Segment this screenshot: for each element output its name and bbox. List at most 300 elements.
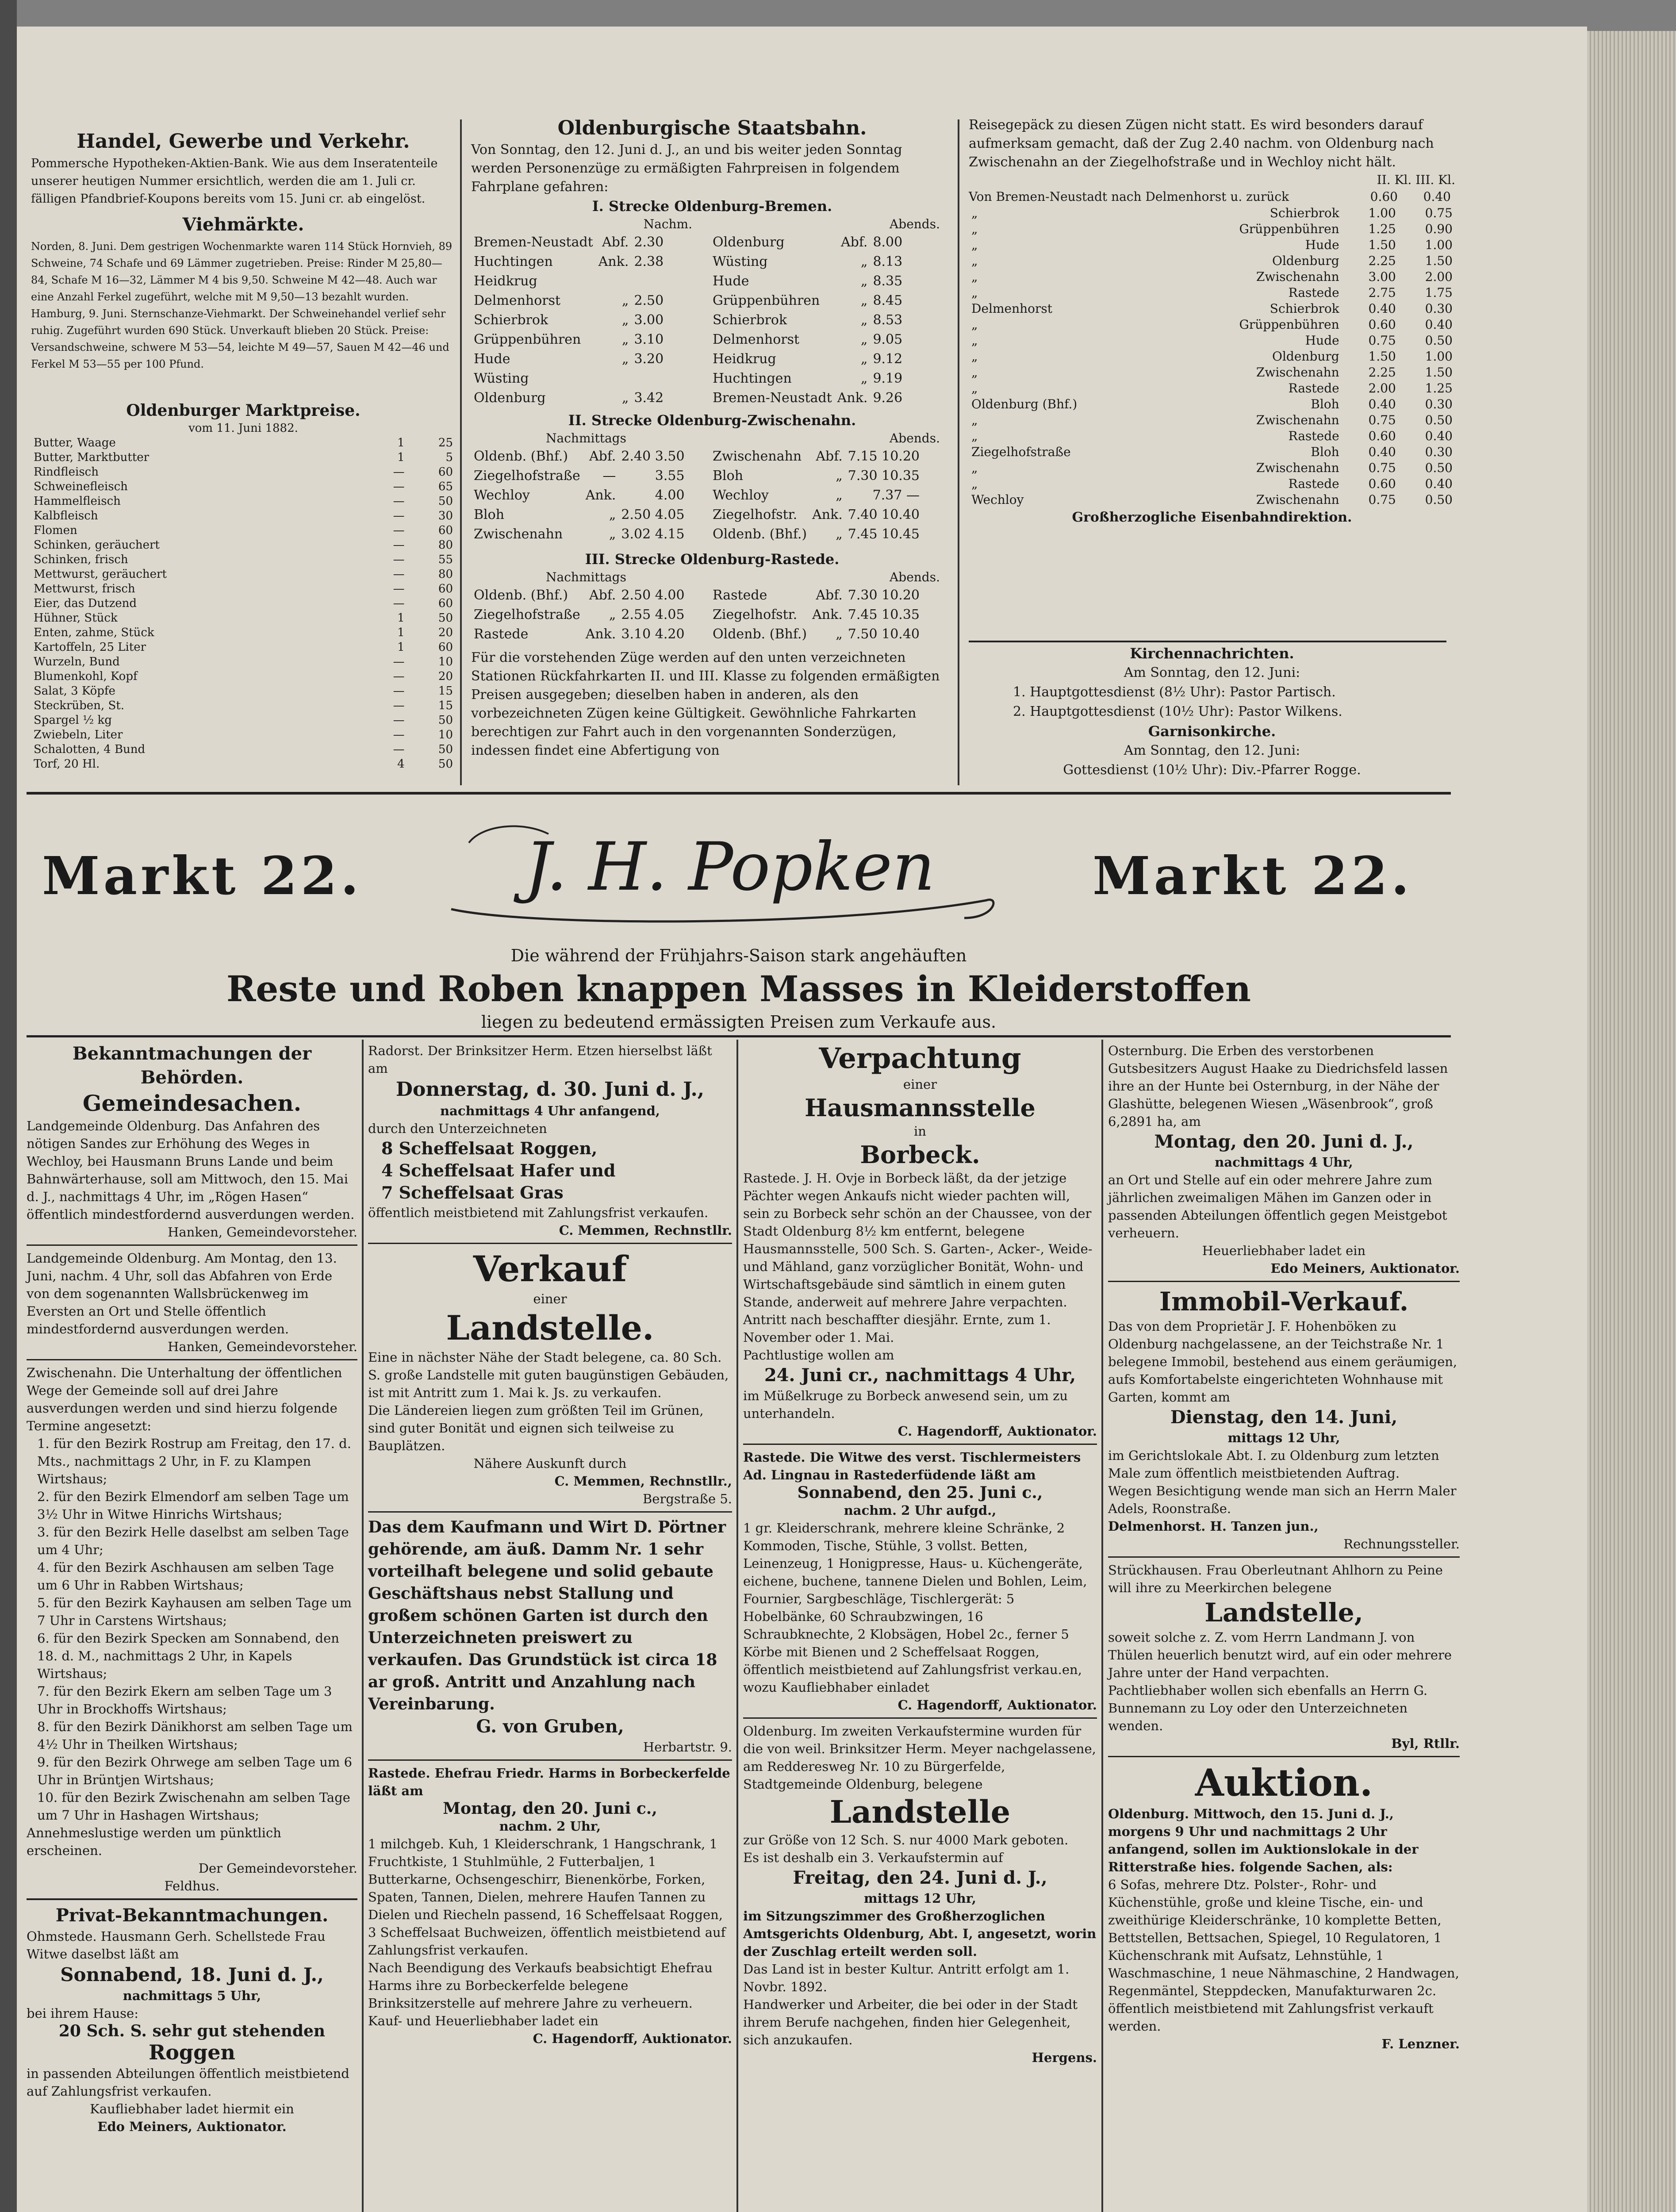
fahrplan-row (710, 605, 922, 625)
verkauf-einer: einer (533, 1291, 567, 1306)
fahrpreis-row-cell: Oldenburg (1272, 253, 1339, 268)
fahrplan-row (710, 330, 905, 349)
fahrpreis-row-cell: 0.50 (1425, 492, 1453, 507)
fahrpreis-row-cell: 0.40 (1368, 301, 1396, 316)
kirche-date: Am Sonntag, den 12. Juni: (1124, 665, 1300, 680)
fahrpreis-row-cell: Zwischenahn (1256, 413, 1339, 427)
fahrplan-row (710, 233, 905, 252)
strecke-2-right-table (710, 447, 922, 544)
marktpreis-row (31, 684, 456, 699)
ahlhorn-contact: Pachtliebhaber wollen sich ebenfalls an Herrn G. Bunnemann zu Loy oder den Unterzeichneten wenden. (1108, 1683, 1428, 1733)
fahrplan-row (471, 466, 687, 486)
fahrplan-row-cell: 8.00 (873, 234, 903, 250)
fahrplan-row-cell: Bremen-Neustadt (713, 390, 832, 406)
haake-date: Montag, den 20. Juni d. J., (1154, 1131, 1414, 1152)
fahrplan-row-cell: Grüppenbühren (713, 293, 820, 308)
fahrplan-row-cell: Bloh (713, 468, 744, 484)
verpachtung-in: in (914, 1124, 926, 1139)
fahrplan-row-cell: 9.12 (873, 351, 903, 367)
fahrplan-row-cell: „ (860, 293, 868, 308)
vieh-text: Norden, 8. Juni. Dem gestrigen Wochenmarkte waren 114 Stück Hornvieh, 89 Schweine, 74 Schafe und 69 Lämmer zugetrieben. Preise: Rinder M 25,80—84, Schafe M 16—32, Lämmer M 4 bis 9,50. Schweine M 42—48. Auch war eine Anzahl Ferkel zugeführt, welche mit M 9,50—13 bezahlt wurden. Hamburg, 9. Juni. Sternschanze-Viehmarkt. Der Schweinehandel verlief sehr ruhig. Zugeführt wurden 690 Stück. Unverkauft blieben 20 Stück. Preise: Versandschweine, schwere M 53—54, leichte M 49—57, Sauen M 42—46 und Ferkel M 53—55 per 100 Pfund. (31, 240, 453, 370)
ahlhorn-landstelle: Landstelle, (1204, 1598, 1363, 1628)
lingnau-items: 1 gr. Kleiderschrank, mehrere kleine Schränke, 2 Kommoden, Tische, Stühle, 3 vollst. Betten, Leinenzeug, 1 Honigpresse, Haus- u. Küchengeräte, eichene, buchene, tannene Dielen und Bohlen, Leim, Fournier, Sargbeschläge, Tischlergerät: 5 Hobelbänke, 60 Schraubzwingen, 16 Schraubknechte, 2 Klobsägen, Hobel 2c., ferner 5 Körbe mit Bienen und 2 Scheffelsaat Roggen, öffentlich meistbietend auf Zahlungsfrist verkau.en, wozu Kaufliebhaber einladet (743, 1521, 1087, 1695)
marktpreis-row-cell: — (393, 743, 405, 756)
fahrplan-row-cell: Schierbrok (713, 312, 787, 328)
fahrplan-row-cell: Huchtingen (474, 254, 553, 269)
fahrplan-row-cell: 2.30 (634, 234, 664, 250)
garnison-title: Garnisonkirche. (1148, 723, 1276, 740)
strecke-2-title: II. Strecke Oldenburg-Zwischenahn. (568, 412, 856, 429)
fahrpreise-intro: Reisegepäck zu diesen Zügen nicht statt. Es wird besonders darauf aufmerksam gemacht, daß der Zug 2.40 nachm. von Oldenburg nach Zwischenahn an der Ziegelhofstraße und in Wechloy nicht hält. (969, 117, 1434, 170)
fahrplan-row-cell: 3.42 (634, 390, 664, 406)
staatsbahn-intro: Von Sonntag, den 12. Juni d. J., an und bis weiter jeden Sonntag werden Personenzüge zu ermäßigten Fahrpreisen in folgendem Fahrplane gefahren: (471, 142, 902, 195)
marktpreis-row-cell: Torf, 20 Hl. (34, 757, 100, 771)
marktpreis-row (31, 626, 456, 640)
fahrpreis-row-cell: Schierbrok (1269, 206, 1339, 220)
fahrpreis-row (969, 237, 1455, 253)
fahrplan-row-cell: „ (609, 507, 616, 522)
fahrplan-row-cell: 2.50 4.05 (621, 507, 685, 522)
fahrplan-row-cell: „ (836, 488, 843, 503)
gruben-address: Herbartstr. 9. (643, 1740, 732, 1755)
marktpreis-row-cell: 5 (445, 451, 453, 464)
verkauf-sign: C. Memmen, Rechnstllr., (554, 1474, 732, 1489)
lingnau-intro: Rastede. Die Witwe des verst. Tischlermeisters Ad. Lingnau in Rastederfüdende läßt am (743, 1450, 1081, 1482)
column-rule (460, 119, 462, 785)
book-binding-edge (0, 0, 17, 2212)
privat-date: Sonnabend, 18. Juni d. J., (60, 1964, 324, 1985)
marktpreis-row-cell: Schinken, geräuchert (34, 538, 160, 552)
fahrpreis-row-cell: „ (971, 413, 978, 427)
verpachtung-hausmannsstelle: Hausmannsstelle (805, 1094, 1036, 1122)
fahrpreis-row-cell: 0.75 (1368, 492, 1396, 507)
fahrplan-row-cell: 7.30 10.20 (848, 588, 920, 603)
markt-22-right: Markt 22. (1093, 845, 1413, 906)
marktpreis-row-cell: Schinken, frisch (34, 553, 128, 566)
marktpreis-row (31, 582, 456, 596)
kirche-title: Kirchennachrichten. (1130, 645, 1294, 662)
fahrplan-row (471, 330, 666, 349)
column-rule (958, 119, 959, 785)
fahrpreis-row-cell: 1.50 (1425, 253, 1453, 268)
immobil-sign-place: Delmenhorst. (1108, 1519, 1206, 1534)
fahrplan-row-cell: 7.37 — (872, 488, 920, 503)
fahrplan-row (710, 505, 922, 525)
column-1 (27, 1042, 357, 2212)
fahrplan-row-cell: 9.05 (873, 332, 903, 347)
marktpreis-row-cell: 60 (438, 597, 453, 610)
fahrplan-row-cell: „ (621, 293, 629, 308)
harms-intro: Rastede. Ehefrau Friedr. Harms in Borbeckerfelde läßt am (368, 1766, 730, 1798)
fahrplan-row (471, 369, 666, 388)
marktpreise-date: vom 11. Juni 1882. (188, 422, 298, 435)
marktpreis-row-cell: Hammelfleisch (34, 495, 121, 508)
marktpreis-row-cell: Wurzeln, Bund (34, 655, 120, 668)
marktpreis-row-cell: Butter, Waage (34, 436, 116, 449)
marktpreis-row-cell: 50 (438, 757, 453, 771)
list-item: 5. für den Bezirk Kayhausen am selben Tage um 7 Uhr in Carstens Wirtshaus; (37, 1595, 352, 1628)
fahrplan-row-cell: 9.19 (873, 371, 903, 386)
marktpreis-row-cell: 25 (438, 436, 453, 449)
fahrpreis-row-cell: 0.50 (1425, 333, 1453, 348)
fahrplan-row-cell: „ (860, 273, 868, 289)
marktpreis-row (31, 742, 456, 757)
list-item: 8. für den Bezirk Dänikhorst am selben Tage um 4½ Uhr in Theilken Wirtshaus; (37, 1719, 353, 1752)
fahrpreis-row (969, 253, 1455, 269)
fahrpreis-row-cell: „ (971, 333, 978, 348)
fahrplan-row-cell: Grüppenbühren (474, 332, 581, 347)
fahrplan-row (471, 525, 687, 544)
fahrpreis-row-cell: Rastede (1288, 429, 1339, 443)
fahrplan-row-cell: 2.38 (634, 254, 664, 269)
fahrplan-row-cell: Oldenb. (Bhf.) (713, 626, 807, 642)
marktpreis-row-cell: Kalbfleisch (34, 509, 98, 522)
notice-wechloy-sign: Hanken, Gemeindevorsteher. (168, 1225, 357, 1240)
marktpreis-row-cell: Mettwurst, geräuchert (34, 568, 167, 581)
fahrplan-row (471, 233, 666, 252)
notice-eversten-sign: Hanken, Gemeindevorsteher. (168, 1339, 357, 1354)
fahrpreise-table (969, 205, 1455, 508)
fahrplan-row-cell: „ (609, 526, 616, 542)
fahrpreis-row-cell: 2.00 (1368, 381, 1396, 396)
lingnau-date: Sonnabend, den 25. Juni c., (797, 1483, 1043, 1502)
fahrpreis-row-cell: Grüppenbühren (1239, 317, 1339, 332)
fahrplan-row-cell: 3.10 (634, 332, 664, 347)
fahrpreis-row-cell: Schierbrok (1269, 301, 1339, 316)
verpachtung-borbeck: Borbeck. (860, 1141, 980, 1169)
fahrplan-row-cell: 8.13 (873, 254, 903, 269)
fahrplan-row-cell: Huchtingen (713, 371, 792, 386)
fahrpreis-row (969, 460, 1455, 476)
fahrpreis-row-cell: „ (971, 317, 978, 332)
marktpreis-row-cell: — (393, 655, 405, 668)
column-rule (1101, 1040, 1103, 2212)
fahrpreis-row-cell: „ (971, 253, 978, 268)
fahrplan-row-cell: 2.40 3.50 (621, 449, 685, 464)
meyer-landstelle: Landstelle (829, 1793, 1011, 1830)
fahrpreis-row-cell: „ (971, 365, 978, 380)
radorst-time: nachmittags 4 Uhr anfangend, (440, 1103, 660, 1118)
fahrplan-row (710, 252, 905, 272)
fahrpreis-row (969, 269, 1455, 285)
fahrplan-row-cell: „ (860, 254, 868, 269)
list-item: 4 Scheffelsaat Hafer und (381, 1160, 616, 1180)
notice-wechloy: Landgemeinde Oldenburg. Das Anfahren des nötigen Sandes zur Erhöhung des Weges in Wechloy, bei Hausmann Bruns Lande und beim Bahnwärterhause, soll am Mittwoch, den 15. Mai d. J., nachmittags 4 Uhr, im „Rögen Hasen“ öffentlich mindestfordernd ausverdungen werden. (27, 1118, 355, 1222)
marktpreis-row-cell: Schalotten, 4 Bund (34, 743, 146, 756)
strecke-3-right-table (710, 586, 922, 644)
strecke-3-abends: Abends. (890, 570, 940, 584)
fahrplan-row (710, 311, 905, 330)
fahrpreis-row-cell: 2.25 (1368, 365, 1396, 380)
marktpreis-row-cell: 80 (438, 568, 453, 581)
strecke-2-nachm: Nachmittags (546, 431, 626, 445)
marktpreis-row-cell: 10 (438, 655, 453, 668)
fahrplan-row (710, 625, 922, 644)
marktpreis-row-cell: — (393, 538, 405, 552)
fahrpreis-row-cell: 1.25 (1425, 381, 1453, 396)
marktpreis-row-cell: 50 (438, 714, 453, 727)
fahrplan-row-cell: Oldenburg (713, 234, 785, 250)
haake-text: Osternburg. Die Erben des verstorbenen Gutsbesitzers August Haake zu Diedrichsfeld lassen ihre an der Hunte bei Osternburg, in der Nähe der Glashütte, belegenen Wiesen „Wäsenbrook“, groß 6,2891 ha, am (1108, 1043, 1448, 1129)
fahrpreis-row-cell: 1.50 (1368, 349, 1396, 364)
fahrplan-row-cell: Heidkrug (713, 351, 776, 367)
staatsbahn-section (471, 116, 953, 795)
fahrpreis-row-cell: „ (971, 269, 978, 284)
fahrplan-row-cell: Abf. (602, 234, 629, 250)
fahrpreis-row-cell: „ (971, 238, 978, 252)
fahrplan-row-cell: Oldenb. (Bhf.) (474, 449, 568, 464)
fahrpreis-row (969, 285, 1455, 301)
marktpreis-row (31, 728, 456, 742)
fahrplan-row-cell: Zwischenahn (713, 449, 802, 464)
fahrpreis-row-cell: „ (971, 461, 978, 475)
fahrplan-row (710, 486, 922, 505)
gemeindesachen-title: Gemeindesachen. (82, 1090, 302, 1116)
list-item: 1. für den Bezirk Rostrup am Freitag, den 17. d. Mts., nachmittags 2 Uhr, in F. zu Klampen Wirtshaus; (37, 1436, 351, 1486)
list-item: 8 Scheffelsaat Roggen, (381, 1138, 598, 1158)
fahrplan-row (471, 388, 666, 408)
fahrpreis-row-cell: 0.75 (1425, 206, 1453, 220)
fahrplan-row (471, 586, 687, 605)
auktion-title: Auktion. (1195, 1761, 1373, 1805)
harms-time: nachm. 2 Uhr, (499, 1819, 601, 1834)
marktpreis-row-cell: 60 (438, 465, 453, 479)
fahrplan-row-cell: Hude (474, 351, 510, 367)
fahrpreis-row-cell: Oldenburg (1272, 349, 1339, 364)
fahrpreis-row-cell: 1.75 (1425, 285, 1453, 300)
harms-sign: C. Hagendorff, Auktionator. (533, 2031, 732, 2046)
fahrplan-row-cell: 2.55 4.05 (621, 607, 685, 622)
fahrplan-row-cell (631, 272, 666, 291)
fahrplan-row (471, 311, 666, 330)
marktpreis-row-cell: 60 (438, 524, 453, 537)
immobil-details: im Gerichtslokale Abt. I. zu Oldenburg zum letzten Male zum öffentlich meistbietenden Auftrag. (1108, 1448, 1439, 1481)
fahrpreis-row-cell: Bloh (1311, 445, 1339, 459)
fahrplan-row-cell: 3.10 4.20 (621, 626, 685, 642)
marktpreis-row-cell: — (393, 714, 405, 727)
fahrplan-row-cell: 8.53 (873, 312, 903, 328)
fahrplan-row-cell: Oldenb. (Bhf.) (474, 588, 568, 603)
marktpreis-row-cell: — (393, 670, 405, 683)
fahrpreis-row-cell: Hude (1305, 333, 1339, 348)
fahrpreis-row-cell: 0.60 (1368, 317, 1396, 332)
fahrplan-row-cell: Ank. (598, 254, 629, 269)
column-2 (368, 1042, 732, 2212)
preise-von: Von Bremen-Neustadt nach Delmenhorst u. zurück (969, 189, 1289, 204)
marktpreis-row (31, 669, 456, 684)
verpachtung-text: Rastede. J. H. Ovje in Borbeck läßt, da der jetzige Pächter wegen Ankaufs nicht wieder pachten will, sein zu Borbeck sehr schön an der Chaussee, von der Stadt Oldenburg 8½ km entfernt, belegene Hausmannsstelle, 500 Sch. S. Garten-, Acker-, Weide- und Mähland, ganz vorzüglicher Bonität, Wohn- und Wirtschaftsgebäude sind sämtlich in einem guten Stande, anderweit auf mehrere Jahre verpachten. Antritt nach beschaffter diesjähr. Ernte, zum 1. November oder 1. Mai. (743, 1171, 1093, 1345)
fahrplan-row-cell: Bloh (474, 507, 505, 522)
section-rule (27, 1035, 1451, 1037)
fahrplan-row-cell: 7.40 10.40 (848, 507, 920, 522)
fahrplan-row-cell (631, 369, 666, 388)
fahrpreis-row-cell: 0.40 (1368, 397, 1396, 411)
fahrpreis-row-cell: Zwischenahn (1256, 492, 1339, 507)
marktpreis-row (31, 567, 456, 582)
fahrplan-row-cell: „ (621, 351, 629, 367)
fahrplan-row-cell: Ank. (837, 390, 868, 406)
fahrpreis-row (969, 205, 1455, 221)
fahrplan-row-cell: 3.55 (655, 468, 685, 484)
immobil-time: mittags 12 Uhr, (1227, 1430, 1340, 1445)
fahrpreis-row (969, 396, 1455, 412)
marktpreis-row (31, 523, 456, 538)
fahrplan-row-cell: 8.45 (873, 293, 903, 308)
marktpreis-row-cell: 15 (438, 684, 453, 698)
marktpreis-row-cell: 20 (438, 670, 453, 683)
fahrpreis-row (969, 333, 1455, 349)
meyer-date: Freitag, den 24. Juni d. J., (793, 1867, 1047, 1888)
ahlhorn-text: Strückhausen. Frau Oberleutnant Ahlhorn zu Peine will ihre zu Meerkirchen belegene (1108, 1563, 1443, 1595)
radorst-text: öffentlich meistbietend mit Zahlungsfrist verkaufen. (368, 1205, 709, 1220)
fahrpreis-row-cell: „ (971, 285, 978, 300)
meyer-text: Oldenburg. Im zweiten Verkaufstermine wurden für die von weil. Brinksitzer Herm. Meyer nachgelassene, am Redderesweg Nr. 10 zu Bürgerfelde, Stadtgemeinde Oldenburg, belegene (743, 1724, 1096, 1792)
immobil-title: Immobil-Verkauf. (1159, 1286, 1409, 1317)
harms-date: Montag, den 20. Juni c., (443, 1799, 657, 1818)
rule (969, 641, 1446, 642)
strecke-1-nachm: Nachm. (643, 217, 692, 231)
fahrpreis-row-cell: 0.60 (1368, 429, 1396, 443)
privat-intro: Ohmstede. Hausmann Gerh. Schellstede Frau Witwe daselbst läßt am (27, 1929, 326, 1962)
fahrplan-row-cell: 3.20 (634, 351, 664, 367)
fahrpreis-row (969, 380, 1455, 396)
list-item: 7 Scheffelsaat Gras (381, 1183, 564, 1202)
verpachtung-place: im Müßelkruge zu Borbeck anwesend sein, um zu unterhandeln. (743, 1388, 1068, 1421)
fahrplan-row-cell: 7.45 10.35 (848, 607, 920, 622)
marktpreis-row (31, 509, 456, 523)
fahrplan-row (471, 625, 687, 644)
fahrplan-row-cell: Bremen-Neustadt (474, 234, 593, 250)
list-item: 7. für den Bezirk Ekern am selben Tage um 3 Uhr in Brockhoffs Wirtshaus; (37, 1684, 332, 1717)
page-stack-edge (1587, 31, 1676, 2212)
harms-text: Nach Beendigung des Verkaufs beabsichtigt Ehefrau Harms ihre zu Borbeckerfelde belegene Brinksitzerstelle auf mehrere Jahre zu verheuern. (368, 1960, 713, 2011)
klasse-header: II. Kl. III. Kl. (1377, 173, 1455, 187)
behoerden-title: Bekanntmachungen der Behörden. (72, 1043, 312, 1088)
fahrpreis-row-cell: 0.90 (1425, 222, 1453, 236)
fahrplan-row-cell: Ank. (585, 626, 616, 642)
verkauf-sign-address: Bergstraße 5. (642, 1491, 732, 1506)
fahrplan-row-cell: Oldenburg (474, 390, 546, 406)
strecke-1-title: I. Strecke Oldenburg-Bremen. (592, 198, 832, 215)
marktpreis-row-cell: Zwiebeln, Liter (34, 728, 123, 741)
column-rule (736, 1040, 738, 2212)
fahrpreis-row-cell: Bloh (1311, 397, 1339, 411)
marktpreis-row-cell: 55 (438, 553, 453, 566)
verpachtung-pachtlustige: Pachtlustige wollen am (743, 1348, 894, 1363)
marktpreis-row-cell: — (393, 465, 405, 479)
radorst-intro: Radorst. Der Brinksitzer Herm. Etzen hierselbst läßt am (368, 1043, 712, 1076)
garnison-line: Gottesdienst (10½ Uhr): Div.-Pfarrer Rogge. (1063, 762, 1361, 778)
marktpreis-row-cell: Flomen (34, 524, 77, 537)
verkauf-text-2: Die Ländereien liegen zum größten Teil im Grünen, sind guter Bonität und eignen sich teilweise zu Bauplätzen. (368, 1403, 704, 1453)
fahrpreis-row-cell: Rastede (1288, 476, 1339, 491)
marktpreis-row-cell: Blumenkohl, Kopf (34, 670, 138, 683)
vieh-title: Viehmärkte. (182, 214, 304, 235)
marktpreis-row-cell: Hühner, Stück (34, 611, 118, 625)
marktpreis-row-cell: Enten, zahme, Stück (34, 626, 154, 639)
immobil-text: Das von dem Proprietär J. F. Hohenböken zu Oldenburg nachgelassene, an der Teichstraße Nr. 1 belegene Immobil, bestehend aus einem geräumigen, aufs Komfortabelste eingerichteten Wohnhause mit Garten, kommt am (1108, 1319, 1457, 1405)
marktpreis-row (31, 450, 456, 465)
fahrpreis-row-cell: Oldenburg (Bhf.) (971, 397, 1078, 411)
fahrplan-row-cell: 7.45 10.45 (848, 526, 920, 542)
fahrplan-row-cell: Abf. (589, 588, 616, 603)
list-item: 9. für den Bezirk Ohrwege am selben Tage um 6 Uhr in Brüntjen Wirtshaus; (37, 1755, 353, 1787)
fahrplan-row-cell: Zwischenahn (474, 526, 563, 542)
fahrplan-row (710, 525, 922, 544)
handel-text: Pommersche Hypotheken-Aktien-Bank. Wie aus dem Inseratenteile unserer heutigen Nummer ersichtlich, werden die am 1. Juli cr. fälligen Pfandbrief-Koupons bereits vom 15. Juni cr. ab eingelöst. (31, 157, 438, 206)
fahrplan-row (710, 369, 905, 388)
verpachtung-title: Verpachtung (819, 1042, 1021, 1075)
meyer-termin: Es ist deshalb ein 3. Verkaufstermin auf (743, 1850, 1003, 1865)
marktpreis-row-cell: Spargel ½ kg (34, 714, 112, 727)
marktpreis-row-cell: 50 (438, 743, 453, 756)
privat-sign: Edo Meiners, Auktionator. (97, 2119, 287, 2134)
marktpreis-row (31, 640, 456, 655)
marktpreis-row-cell: 50 (438, 495, 453, 508)
radorst-items (368, 1137, 732, 1204)
fahrplan-row-cell: Rastede (474, 626, 529, 642)
fahrplan-row (710, 349, 905, 369)
privat-roggen: Roggen (149, 2040, 235, 2064)
auktion-sign: F. Lenzner. (1381, 2036, 1460, 2051)
fahrpreis-row-cell: „ (971, 476, 978, 491)
haake-invite: Heuerliebhaber ladet ein (1202, 1243, 1366, 1258)
fahrpreis-row-cell: Hude (1305, 238, 1339, 252)
fahrplan-row-cell: 4.00 (655, 488, 685, 503)
immobil-besichtigung: Wegen Besichtigung wende man sich an Herrn Maler Adels, Roonstraße. (1108, 1483, 1457, 1516)
popken-name: J. H. Popken (525, 829, 935, 906)
fahrpreise-section (969, 116, 1455, 642)
strecke-3-left-table (471, 586, 687, 644)
staatsbahn-title: Oldenburgische Staatsbahn. (557, 117, 867, 139)
haake-time: nachmittags 4 Uhr, (1215, 1155, 1353, 1170)
fahrplan-row-cell (596, 369, 632, 388)
strecke-2-abends: Abends. (890, 431, 940, 445)
fahrplan-row (710, 272, 905, 291)
fahrplan-row-cell: Wüsting (474, 371, 529, 386)
fahrplan-row-cell: Schierbrok (474, 312, 548, 328)
marktpreis-row-cell: Schweinefleisch (34, 480, 128, 493)
marktpreis-row-cell: — (393, 699, 405, 712)
fahrpreis-row-cell: „ (971, 429, 978, 443)
fahrplan-row-cell: Rastede (713, 588, 767, 603)
fahrpreis-row-cell: Zwischenahn (1256, 461, 1339, 475)
list-item: 10. für den Bezirk Zwischenahn am selben Tage um 7 Uhr in Hashagen Wirtshaus; (37, 1790, 350, 1823)
fahrpreis-row-cell: 0.30 (1425, 301, 1453, 316)
fahrpreis-row-cell: 0.40 (1425, 429, 1453, 443)
fahrplan-row-cell: 3.00 (634, 312, 664, 328)
fahrpreis-row-cell: Grüppenbühren (1239, 222, 1339, 236)
fahrpreis-row-cell: Ziegelhofstraße (971, 445, 1071, 459)
marktpreis-row-cell: 30 (438, 509, 453, 522)
fahrpreis-row-cell: 0.40 (1425, 476, 1453, 491)
marktpreise-section (31, 400, 456, 799)
fahrplan-row (471, 252, 666, 272)
fahrpreis-row (969, 428, 1455, 444)
garnison-date: Am Sonntag, den 12. Juni: (1124, 743, 1300, 758)
fahrplan-row (710, 291, 905, 311)
fahrplan-row-cell: „ (836, 526, 843, 542)
fahrpreis-row-cell: Zwischenahn (1256, 365, 1339, 380)
fahrpreis-row-cell: 2.25 (1368, 253, 1396, 268)
lingnau-sign: C. Hagendorff, Auktionator. (897, 1697, 1097, 1713)
fahrplan-row-cell: „ (860, 332, 868, 347)
fahrplan-row-cell: Hude (713, 273, 749, 289)
fahrplan-row (471, 505, 687, 525)
privat-invite: Kaufliebhaber ladet hiermit ein (90, 2101, 294, 2116)
meyer-sign: Hergens. (1032, 2050, 1097, 2065)
marktpreis-row-cell: Kartoffeln, 25 Liter (34, 641, 146, 654)
